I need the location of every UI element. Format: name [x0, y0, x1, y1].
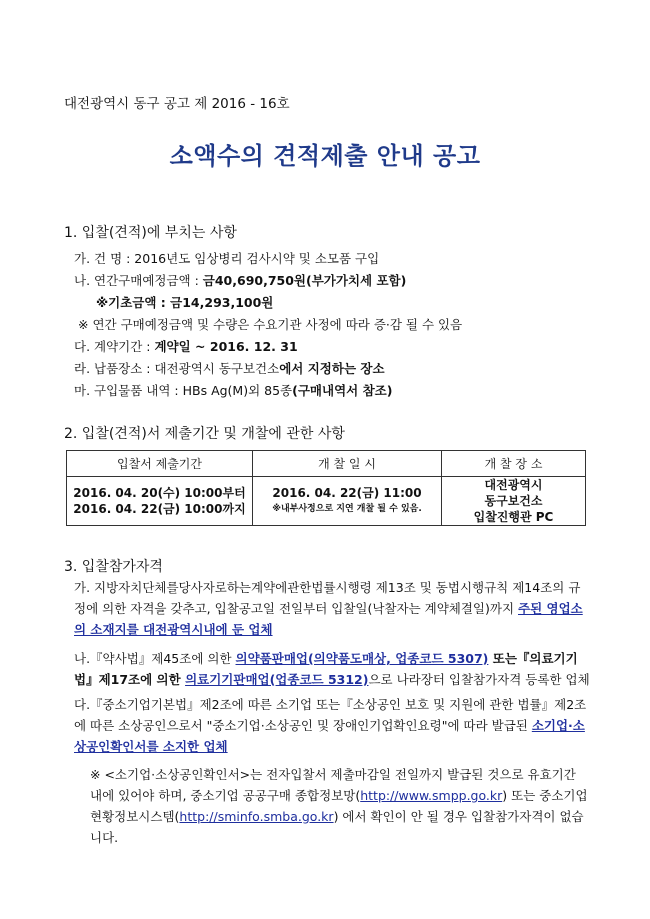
section3-item-ga [74, 577, 590, 640]
period-start: 2016. 04. 20(수) 10:00부터 [73, 486, 246, 500]
sminfo-link[interactable]: http://sminfo.smba.go.kr [179, 809, 334, 824]
header-period: 입찰서 제출기간 [67, 451, 253, 477]
item-ra-value: 에서 지정하는 장소 [279, 361, 385, 376]
section1-item-da [74, 337, 298, 355]
note-text3: ) 에서 확인이 안 될 경우 입찰참가자격이 없습니다. [90, 809, 584, 845]
section1-item-ga: 가. 건 명 : 2016년도 임상병리 검사시약 및 소모품 구입 [74, 251, 380, 266]
place-line3: 입찰진행관 PC [473, 510, 554, 524]
section1-item-ma [74, 381, 392, 399]
item-da-emphasis: 소기업·소상공인확인서를 소지한 업체 [74, 718, 585, 754]
amount-note: ※ 연간 구매예정금액 및 수량은 수요기관 사정에 따라 증·감 될 수 있음 [78, 317, 463, 332]
item-da-value: 계약일 ~ 2016. 12. 31 [154, 339, 298, 354]
cell-open-place [442, 477, 586, 526]
section3-item-na [74, 648, 590, 690]
cell-period [67, 477, 253, 526]
schedule-table [66, 450, 586, 526]
item-na-text2: 또는『의료기기법』제17조에 의한 [74, 651, 578, 687]
header-open-place: 개 찰 장 소 [442, 451, 586, 477]
section3-heading: 3. 입찰참가자격 [64, 559, 163, 575]
item-ga-text: 가. 지방자치단체를당사자로하는계약에관한법률시행령 제13조 및 동법시행규칙 제14조의 규정에 의한 자격을 갖추고, 입찰공고일 전일부터 입찰일(낙찰자는 계약체결일)까지 [74, 580, 581, 616]
section2-heading: 2. 입찰(견적)서 제출기간 및 개찰에 관한 사항 [64, 426, 345, 442]
note-text1: ※ <소기업·소상공인확인서>는 전자입찰서 제출마감일 전일까지 발급된 것으로 유효기간 내에 있어야 하며, 중소기업 공공구매 종합정보망( [90, 767, 576, 803]
section1-item-na [74, 271, 406, 289]
eligibility-note [90, 764, 590, 848]
item-na-value: 금40,690,750원(부가가치세 포함) [202, 273, 407, 288]
item-da-text: 다.『중소기업기본법』제2조에 따른 소기업 또는『소상공인 보호 및 지원에 관한 법률』제2조에 따른 소상공인으로서 "중소기업·소상공인 및 장애인기업확인요령"에 따라 발급된 [74, 697, 587, 733]
section3-item-da [74, 694, 590, 757]
item-da-label: 다. 계약기간 : [74, 339, 155, 354]
item-na-text3: 으로 나라장터 입찰참가자격 등록한 업체 [368, 672, 590, 687]
table-row [67, 477, 586, 526]
item-ma-value: (구매내역서 참조) [292, 383, 393, 398]
smpp-link[interactable]: http://www.smpp.go.kr [360, 788, 503, 803]
item-na-text1: 나.『약사법』제45조에 의한 [74, 651, 236, 666]
item-na-emphasis1: 의약품판매업(의약품도매상, 업종코드 5307) [235, 651, 489, 666]
page-title: 소액수의 견적제출 안내 공고 [169, 142, 481, 170]
open-note: ※내부사정으로 지연 개찰 될 수 있음. [272, 504, 422, 514]
period-end: 2016. 04. 22(금) 10:00까지 [73, 502, 246, 516]
place-line1: 대전광역시 [484, 478, 543, 492]
place-line2: 동구보건소 [484, 494, 543, 508]
item-na-label: 나. 연간구매예정금액 : [74, 273, 203, 288]
header-open-datetime: 개 찰 일 시 [253, 451, 442, 477]
open-datetime: 2016. 04. 22(금) 11:00 [272, 486, 422, 500]
table-header-row [67, 451, 586, 477]
document-number: 대전광역시 동구 공고 제 2016 - 16호 [64, 96, 290, 112]
item-ra-label: 라. 납품장소 : 대전광역시 동구보건소 [74, 361, 280, 376]
note-text2: ) 또는 중소기업현황정보시스템( [90, 788, 588, 824]
section1-heading: 1. 입찰(견적)에 부치는 사항 [64, 225, 237, 241]
cell-open-datetime [253, 477, 442, 526]
item-na-emphasis2: 의료기기판매업(업종코드 5312) [185, 672, 369, 687]
section1-item-ra [74, 359, 385, 377]
item-ma-label: 마. 구입물품 내역 : HBs Ag(M)외 85종 [74, 383, 293, 398]
base-amount: ※기초금액 : 금14,293,100원 [96, 295, 274, 310]
item-ga-emphasis: 주된 영업소의 소재지를 대전광역시내에 둔 업체 [74, 601, 583, 637]
